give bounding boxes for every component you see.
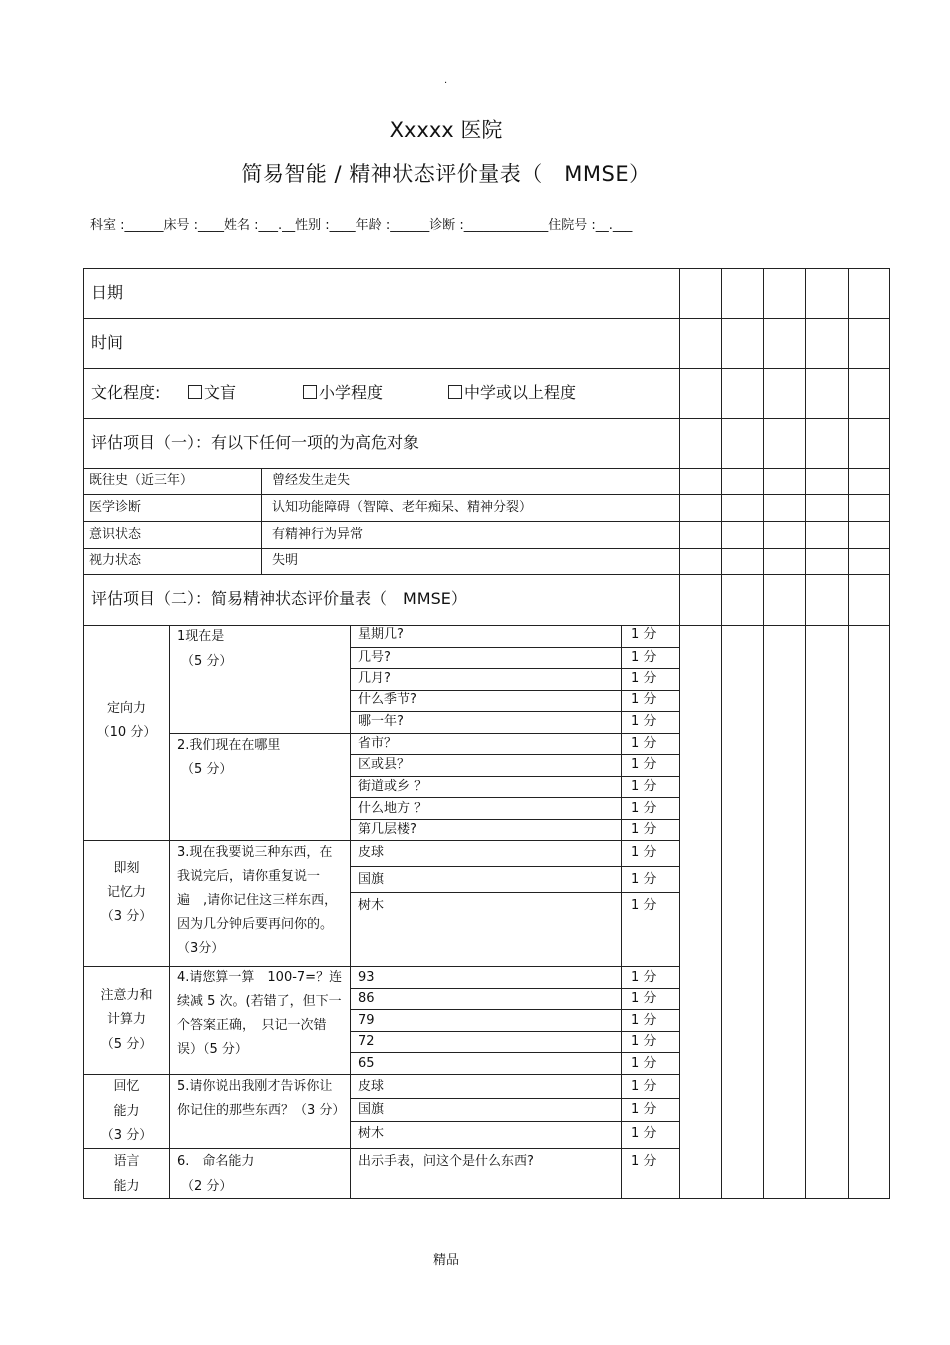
item-label: 树木 xyxy=(358,1126,385,1141)
item-score: 1 分 xyxy=(631,801,657,816)
memory-score: （3 分） xyxy=(100,909,153,924)
orientation-score: （10 分） xyxy=(96,725,157,740)
education-label: 文化程度: xyxy=(91,383,161,402)
orientation-q2: 2.我们现在在哪里 xyxy=(177,738,281,753)
education-option-secondary[interactable]: 中学或以上程度 xyxy=(448,381,576,405)
item-label: 79 xyxy=(358,1013,375,1028)
item-score: 1 分 xyxy=(631,714,657,729)
item-score: 1 分 xyxy=(631,822,657,837)
language-label: 能力 xyxy=(113,1179,140,1194)
item-score: 1 分 xyxy=(631,991,657,1006)
time-label: 时间 xyxy=(91,333,124,352)
item-score: 1 分 xyxy=(631,671,657,686)
item-label: 65 xyxy=(358,1056,375,1071)
checkbox-icon xyxy=(448,385,462,399)
item-label: 树木 xyxy=(358,898,385,913)
risk-detail: 失明 xyxy=(272,553,299,568)
item-score: 1 分 xyxy=(631,872,657,887)
section2-title: 评估项目（二）：简易精神状态评价量表（ MMSE） xyxy=(91,589,467,608)
education-option-primary[interactable]: 小学程度 xyxy=(303,381,383,405)
risk-detail: 认知功能障碍（智障、老年痴呆、精神分裂） xyxy=(272,500,533,515)
item-score: 1 分 xyxy=(631,970,657,985)
item-label: 皮球 xyxy=(358,1079,385,1094)
item-score: 1 分 xyxy=(631,845,657,860)
attention-question: 4.请您算一算 100-7=？连续减 5 次。(若错了，但下一个答案正确， 只记一次错误）（5 分） xyxy=(177,970,343,1057)
attention-label: 计算力 xyxy=(106,1012,146,1027)
hospital-name: Xxxxx 医院 xyxy=(389,118,503,142)
memory-label: 记忆力 xyxy=(106,885,146,900)
risk-category: 医学诊断 xyxy=(89,500,142,515)
item-label: 几月? xyxy=(358,671,391,686)
item-label: 出示手表，问这个是什么东西? xyxy=(358,1154,534,1169)
item-label: 区或县？ xyxy=(358,757,411,772)
page-footer: 精品 xyxy=(432,1253,459,1268)
item-label: 72 xyxy=(358,1034,375,1049)
memory-question: 3.现在我要说三种东西，在我说完后，请你重复说一遍 ,请你记住这三样东西， 因为几分钟后要再问你的。 （3分） xyxy=(177,845,344,956)
risk-category: 既往史（近三年） xyxy=(89,473,194,488)
item-label: 街道或乡 ？ xyxy=(358,779,428,794)
risk-detail: 有精神行为异常 xyxy=(272,527,364,542)
memory-label: 即刻 xyxy=(113,861,140,876)
item-score: 1 分 xyxy=(631,627,657,642)
item-score: 1 分 xyxy=(631,1079,657,1094)
item-score: 1 分 xyxy=(631,692,657,707)
item-label: 什么地方 ？ xyxy=(358,801,428,816)
item-score: 1 分 xyxy=(631,1013,657,1028)
recall-label: 回忆 xyxy=(113,1079,140,1094)
orientation-label: 定向力 xyxy=(106,701,146,716)
language-question: 6. 命名能力 xyxy=(177,1154,255,1169)
date-label: 日期 xyxy=(91,283,124,302)
item-label: 省市？ xyxy=(358,736,398,751)
orientation-q1-score: （5 分） xyxy=(181,654,233,669)
item-score: 1 分 xyxy=(631,757,657,772)
item-label: 皮球 xyxy=(358,845,385,860)
item-label: 国旗 xyxy=(358,872,385,887)
item-label: 第几层楼? xyxy=(358,822,417,837)
section1-title: 评估项目（一）：有以下任何一项的为高危对象 xyxy=(91,433,420,452)
item-score: 1 分 xyxy=(631,1126,657,1141)
item-score: 1 分 xyxy=(631,779,657,794)
item-label: 什么季节? xyxy=(358,692,417,707)
recall-score: （3 分） xyxy=(100,1128,153,1143)
item-score: 1 分 xyxy=(631,1056,657,1071)
risk-category: 意识状态 xyxy=(89,527,142,542)
orientation-q2-score: （5 分） xyxy=(181,762,233,777)
item-label: 86 xyxy=(358,991,375,1006)
recall-label: 能力 xyxy=(113,1104,140,1119)
item-score: 1 分 xyxy=(631,1102,657,1117)
item-label: 星期几? xyxy=(358,627,404,642)
item-score: 1 分 xyxy=(631,1154,657,1169)
checkbox-icon xyxy=(303,385,317,399)
item-label: 93 xyxy=(358,970,375,985)
item-score: 1 分 xyxy=(631,1034,657,1049)
item-label: 哪一年? xyxy=(358,714,404,729)
language-question-score: （2 分） xyxy=(181,1179,233,1194)
patient-info-line: 科室 :______床号 :____姓名 :___.__性别 :____年龄 :______诊断 :_____________住院号 :__.___ xyxy=(90,218,633,233)
checkbox-icon xyxy=(188,385,202,399)
item-score: 1 分 xyxy=(631,736,657,751)
risk-category: 视力状态 xyxy=(89,553,142,568)
item-label: 国旗 xyxy=(358,1102,385,1117)
risk-detail: 曾经发生走失 xyxy=(272,473,351,488)
language-label: 语言 xyxy=(113,1154,140,1169)
attention-label: 注意力和 xyxy=(100,988,153,1003)
education-option-illiterate[interactable]: 文盲 xyxy=(188,381,236,405)
item-score: 1 分 xyxy=(631,898,657,913)
page-dot: · xyxy=(444,78,448,89)
orientation-q1: 1现在是 xyxy=(177,629,225,644)
item-label: 几号? xyxy=(358,650,391,665)
attention-score: （5 分） xyxy=(100,1037,153,1052)
form-title: 简易智能 / 精神状态评价量表（ MMSE） xyxy=(241,162,651,186)
recall-question: 5.请你说出我刚才告诉你让你记住的那些东西？（3 分） xyxy=(177,1079,346,1118)
item-score: 1 分 xyxy=(631,650,657,665)
